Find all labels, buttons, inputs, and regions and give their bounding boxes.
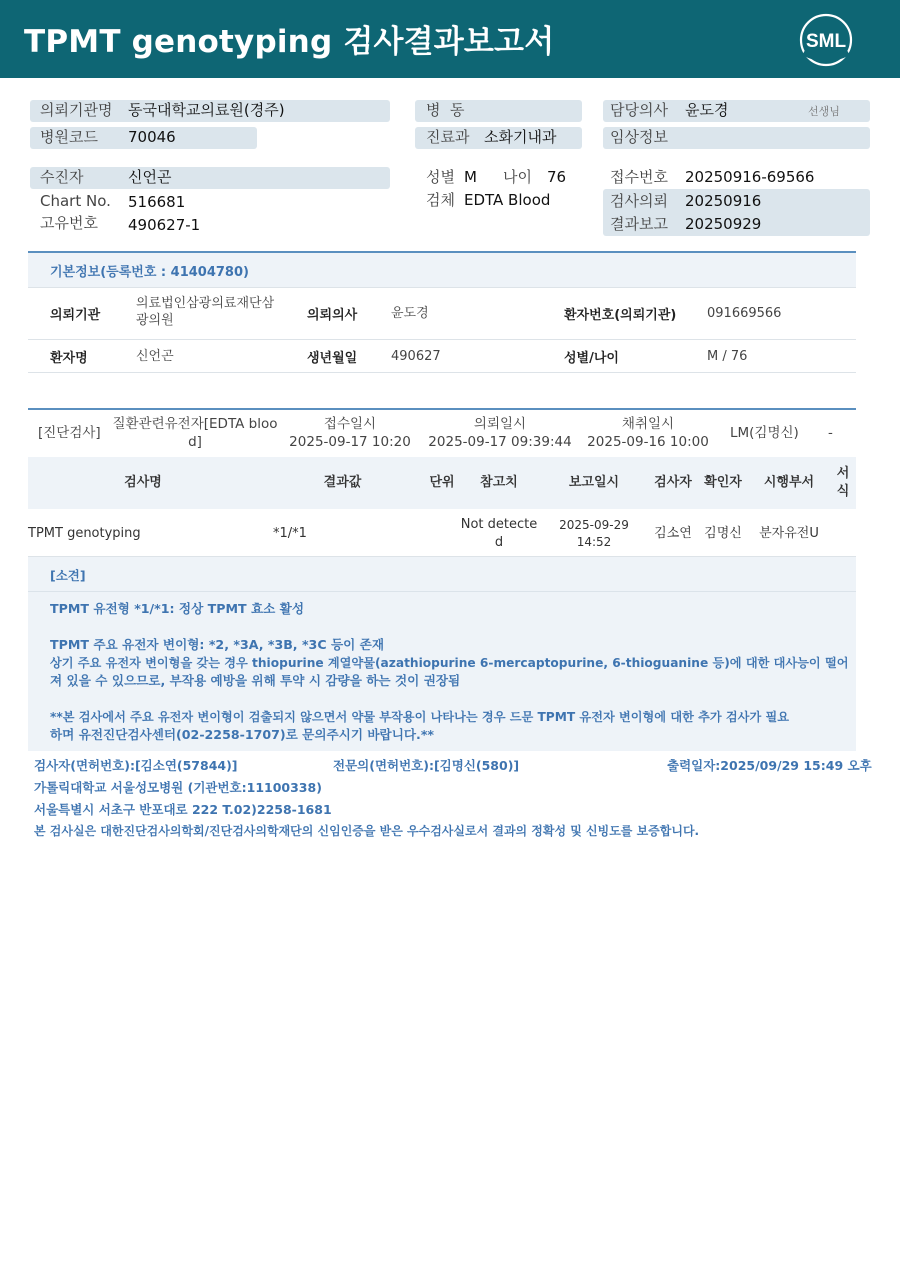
diag-request-label: 의뢰일시 bbox=[473, 416, 527, 432]
opinion-line2: TPMT 주요 유전자 변이형: *2, *3A, *3B, *3C 등이 존재 bbox=[50, 637, 384, 652]
age-value: 76 bbox=[547, 168, 567, 186]
th-form-line2: 식 bbox=[836, 484, 850, 499]
clinical-label: 임상정보 bbox=[610, 128, 668, 146]
hospital-code-label: 병원코드 bbox=[40, 128, 98, 146]
th-confirmer: 확인자 bbox=[704, 475, 742, 490]
opinion-line1: TPMT 유전형 *1/*1: 정상 TPMT 효소 활성 bbox=[50, 601, 305, 616]
th-result: 결과값 bbox=[323, 475, 362, 490]
basic-info-divider bbox=[28, 287, 856, 288]
sml-logo bbox=[798, 12, 854, 68]
row-reference-line2: d bbox=[494, 535, 504, 550]
sml-logo-text: SML bbox=[805, 31, 847, 52]
basic-doc-label: 의뢰의사 bbox=[307, 308, 358, 323]
doctor-suffix: 선생님 bbox=[808, 105, 840, 118]
basic-info-title: 기본정보(등록번호 : 41404780) bbox=[50, 265, 249, 280]
doctor-label: 담당의사 bbox=[610, 101, 668, 119]
footer-address: 서울특별시 서초구 반포대로 222 T.02)2258-1681 bbox=[34, 802, 332, 817]
opinion-divider bbox=[28, 591, 856, 592]
footer-certification: 본 검사실은 대한진단검사의학회/진단검사의학재단의 신임인증을 받은 우수검사실로서 결과의 정확성 및 신빙도를 보증합니다. bbox=[34, 824, 700, 838]
report-value: 20250929 bbox=[685, 215, 762, 233]
ward-label: 병 동 bbox=[426, 101, 465, 119]
th-unit: 단위 bbox=[429, 475, 455, 490]
basic-inst-value: 의료법인삼광의료재단삼광의원 bbox=[136, 296, 275, 328]
unique-value: 490627-1 bbox=[128, 216, 201, 234]
chart-label: Chart No. bbox=[40, 192, 111, 210]
report-title: TPMT genotyping 검사결과보고서 bbox=[24, 24, 555, 60]
row-confirmer: 김명신 bbox=[704, 526, 742, 541]
receipt-label: 접수번호 bbox=[610, 168, 668, 186]
diag-collect-label: 채취일시 bbox=[621, 416, 675, 432]
th-department: 시행부서 bbox=[763, 475, 815, 490]
diag-collect-value: 2025-09-16 10:00 bbox=[587, 434, 709, 450]
th-report-date: 보고일시 bbox=[568, 475, 620, 490]
diag-receipt-label: 접수일시 bbox=[323, 416, 377, 432]
results-table-header bbox=[28, 457, 856, 509]
row-report-date-line1: 2025-09-29 bbox=[559, 518, 629, 532]
diag-item-line1: 질환관련유전자[EDTA bloo bbox=[112, 416, 278, 432]
basic-info-bottom bbox=[28, 372, 856, 373]
diag-lab: LM(김명신) bbox=[730, 425, 799, 441]
opinion-line4: 져 있을 수 있으므로, 부작용 예방을 위해 투약 시 감량을 하는 것이 권장됨 bbox=[50, 673, 461, 688]
row-report-date-line2: 14:52 bbox=[576, 535, 612, 549]
diag-item-line2: d] bbox=[188, 434, 202, 450]
unique-label: 고유번호 bbox=[40, 214, 98, 232]
institution-value: 동국대학교의료원(경주) bbox=[128, 101, 285, 119]
row-tester: 김소연 bbox=[654, 526, 692, 541]
footer-hospital: 가톨릭대학교 서울성모병원 (기관번호:11100338) bbox=[34, 780, 322, 795]
doctor-value: 윤도경 bbox=[685, 101, 729, 119]
basic-inst-label: 의뢰기관 bbox=[50, 308, 101, 323]
sex-value: M bbox=[464, 168, 477, 186]
institution-label: 의뢰기관명 bbox=[40, 101, 113, 119]
basic-name-value: 신언곤 bbox=[136, 349, 174, 364]
report-header bbox=[0, 0, 900, 78]
th-form-line1: 서 bbox=[836, 466, 850, 481]
report-label: 결과보고 bbox=[610, 215, 668, 233]
chart-value: 516681 bbox=[128, 193, 186, 211]
dept-label: 진료과 bbox=[426, 128, 470, 146]
basic-info-header bbox=[28, 253, 856, 287]
patient-label: 수진자 bbox=[40, 168, 84, 186]
row-result: *1/*1 bbox=[273, 526, 307, 541]
basic-name-label: 환자명 bbox=[50, 351, 88, 366]
patient-bar bbox=[30, 167, 390, 189]
basic-birth-value: 490627 bbox=[391, 349, 441, 364]
diag-category: [진단검사] bbox=[38, 425, 101, 441]
row-department: 분자유전U bbox=[759, 526, 819, 541]
th-test: 검사명 bbox=[124, 475, 162, 490]
basic-birth-label: 생년월일 bbox=[307, 351, 358, 366]
footer-print-date: 출력일자:2025/09/29 15:49 오후 bbox=[667, 758, 872, 773]
row-test: TPMT genotyping bbox=[28, 526, 141, 541]
row-reference-line1: Not detecte bbox=[460, 517, 538, 532]
opinion-box bbox=[28, 557, 856, 751]
basic-pid-value: 091669566 bbox=[707, 306, 782, 321]
opinion-line3: 상기 주요 유전자 변이형을 갖는 경우 thiopurine 계열약물(azathiopurine 6-mercaptopurine, 6-thioguanine 등)에 대한 대사능이 떨어 bbox=[50, 656, 849, 670]
basic-info-row-divider bbox=[28, 339, 856, 340]
footer-tester: 검사자(면허번호):[김소연(57844)] bbox=[34, 758, 238, 773]
diagnosis-top-line bbox=[28, 408, 856, 410]
dept-value: 소화기내과 bbox=[484, 128, 557, 146]
opinion-line6: 하며 유전진단검사센터(02-2258-1707)로 문의주시기 바랍니다.** bbox=[50, 727, 435, 742]
sex-label: 성별 bbox=[426, 168, 455, 186]
age-label: 나이 bbox=[503, 168, 532, 186]
request-label: 검사의뢰 bbox=[610, 192, 668, 210]
diag-receipt-value: 2025-09-17 10:20 bbox=[289, 434, 411, 450]
request-value: 20250916 bbox=[685, 192, 762, 210]
th-tester: 검사자 bbox=[654, 475, 692, 490]
th-reference: 참고치 bbox=[480, 475, 518, 490]
patient-value: 신언곤 bbox=[128, 168, 172, 186]
opinion-title: [소견] bbox=[50, 568, 86, 583]
basic-pid-label: 환자번호(의뢰기관) bbox=[564, 308, 677, 323]
diag-request-value: 2025-09-17 09:39:44 bbox=[428, 434, 572, 450]
basic-doc-value: 윤도경 bbox=[391, 306, 429, 321]
basic-sexage-value: M / 76 bbox=[707, 349, 748, 364]
basic-sexage-label: 성별/나이 bbox=[564, 351, 619, 366]
opinion-line5: **본 검사에서 주요 유전자 변이형이 검출되지 않으면서 약물 부작용이 나타나는 경우 드문 TPMT 유전자 변이형에 대한 추가 검사가 필요 bbox=[50, 710, 790, 724]
receipt-value: 20250916-69566 bbox=[685, 168, 815, 186]
hospital-code-value: 70046 bbox=[128, 128, 176, 146]
specimen-value: EDTA Blood bbox=[464, 191, 551, 209]
diag-dash: - bbox=[828, 425, 833, 441]
specimen-label: 검체 bbox=[426, 191, 455, 209]
footer-specialist: 전문의(면허번호):[김명신(580)] bbox=[333, 758, 520, 773]
